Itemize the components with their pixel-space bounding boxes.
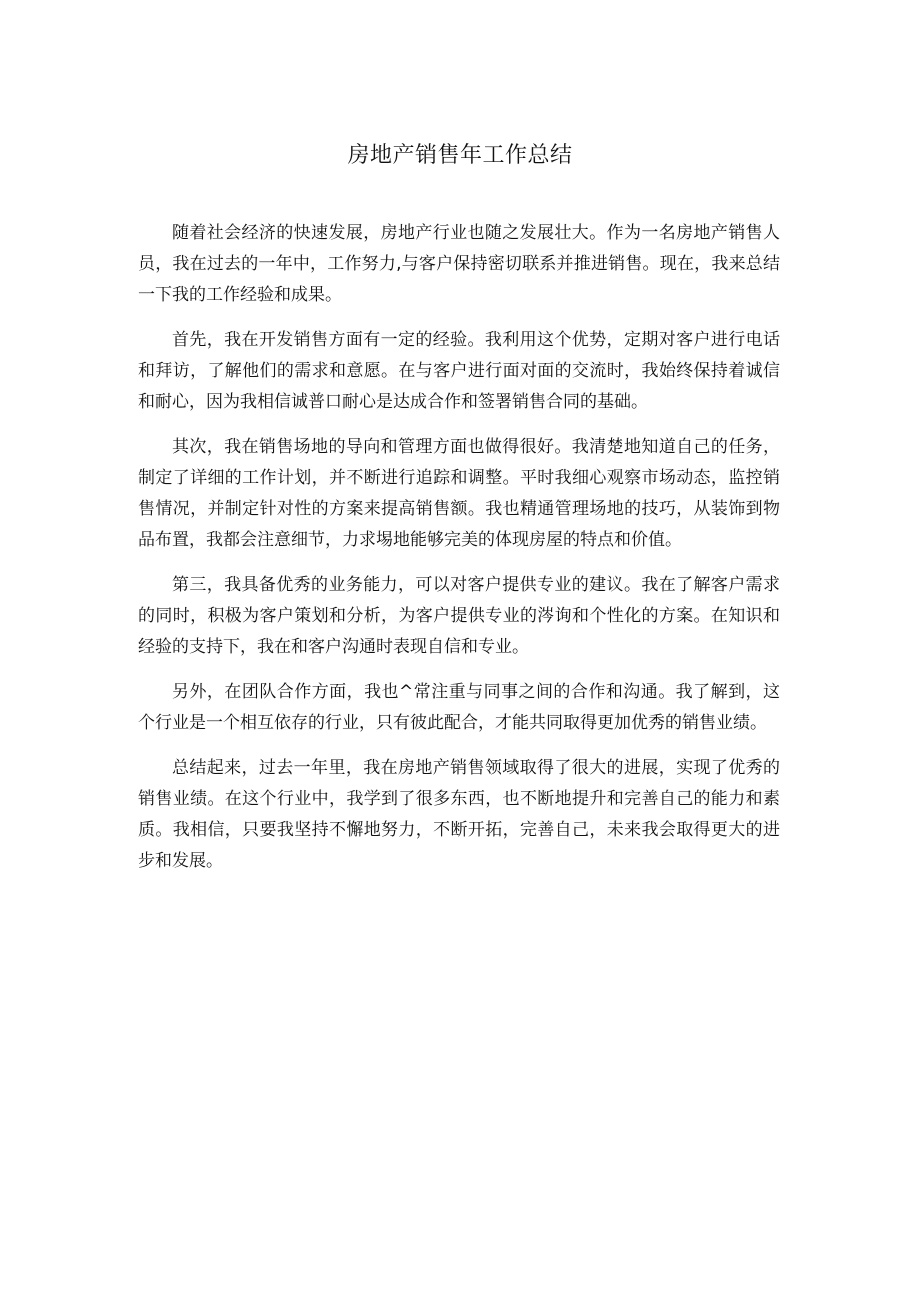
paragraph-conclusion: 总结起来，过去一年里，我在房地产销售领域取得了很大的进展，实现了优秀的销售业绩。在这个行业中，我学到了很多东西，也不断地提升和完善自己的能力和素质。我相信，只要我坚持不懈地努力，不断开拓，完善自己，未来我会取得更大的进步和发展。 [138,758,780,871]
paragraph-teamwork: 另外，在团队合作方面，我也^常注重与同事之间的合作和沟通。我了解到，这个行业是一个相互依存的行业，只有彼此配合，才能共同取得更加优秀的销售业绩。 [138,682,780,733]
paragraph-first: 首先，我在开发销售方面有一定的经验。我利用这个优势，定期对客户进行电话和拜访，了解他们的需求和意愿。在与客户进行面对面的交流时，我始终保持着诚信和耐心，因为我相信诚普口耐心是达成合作和签署销售合同的基础。 [138,330,780,412]
paragraph-intro: 随着社会经济的快速发展，房地产行业也随之发展壮大。作为一名房地产销售人员，我在过去的一年中，工作努力,与客户保持密切联系并推进销售。现在，我来总结一下我的工作经验和成果。 [138,223,780,305]
paragraph-third: 第三，我具备优秀的业务能力，可以对客户提供专业的建议。我在了解客户需求的同时，积极为客户策划和分析，为客户提供专业的涔询和个性化的方案。在知识和经验的支持下，我在和客户沟通时表现自信和专业。 [138,575,780,657]
document-body [138,218,780,891]
document-title: 房地产销售年工作总结 [347,143,573,168]
paragraph-second: 其次，我在销售场地的导向和管理方面也做得很好。我清楚地知道自己的任务，制定了详细的工作计划，并不断进行追踪和调整。平时我细心观察市场动态，监控销售情况，并制定针对性的方案来提高销售额。我也精通管理场地的技巧，从装饰到物品布置，我都会注意细节，力求埸地能够完美的体现房屋的特点和价值。 [138,437,780,550]
